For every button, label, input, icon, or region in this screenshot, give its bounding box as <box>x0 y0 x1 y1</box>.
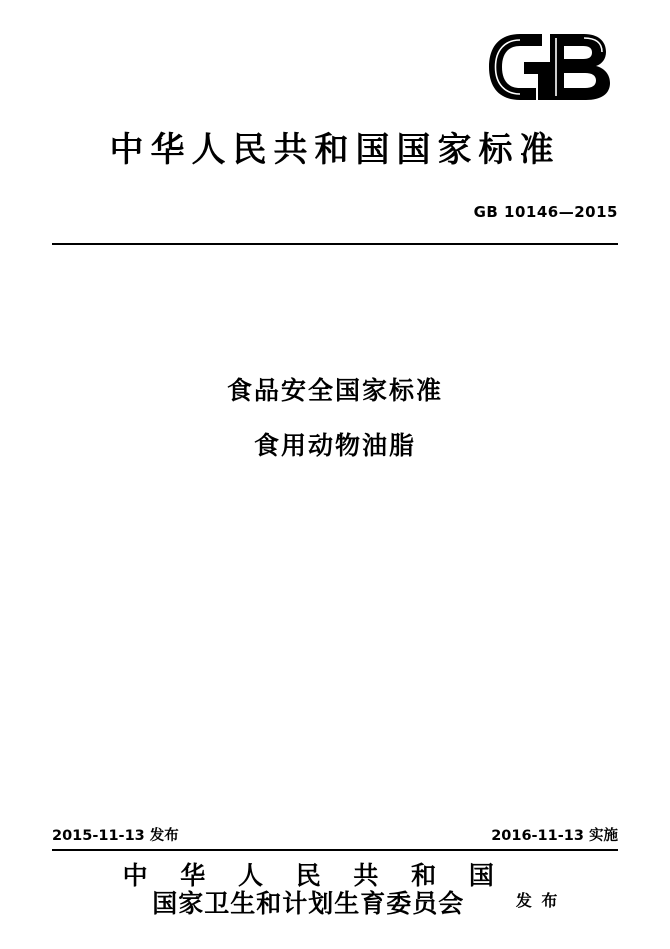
issuer-block <box>52 862 618 918</box>
publish-label: 发 布 <box>515 891 560 910</box>
footer-divider <box>52 849 618 851</box>
document-title-line-2: 食用动物油脂 <box>253 431 416 460</box>
issue-date: 2015-11-13 发布 <box>52 828 179 844</box>
header-divider <box>52 243 618 245</box>
document-title-line-1: 食品安全国家标准 <box>226 376 443 405</box>
document-title-block <box>52 378 618 458</box>
issuer-line-1: 中 华 人 民 共 和 国 <box>122 861 506 890</box>
issuer-names <box>111 862 506 918</box>
effective-date: 2016-11-13 实施 <box>491 828 618 844</box>
national-standard-header-title: 中华人民共和国国家标准 <box>109 130 561 170</box>
gb-emblem-icon <box>486 28 618 106</box>
footer-dates <box>52 823 618 845</box>
issuer-line-2: 国家卫生和计划生育委员会 <box>152 889 465 918</box>
standard-number: GB 10146—2015 <box>473 203 618 221</box>
